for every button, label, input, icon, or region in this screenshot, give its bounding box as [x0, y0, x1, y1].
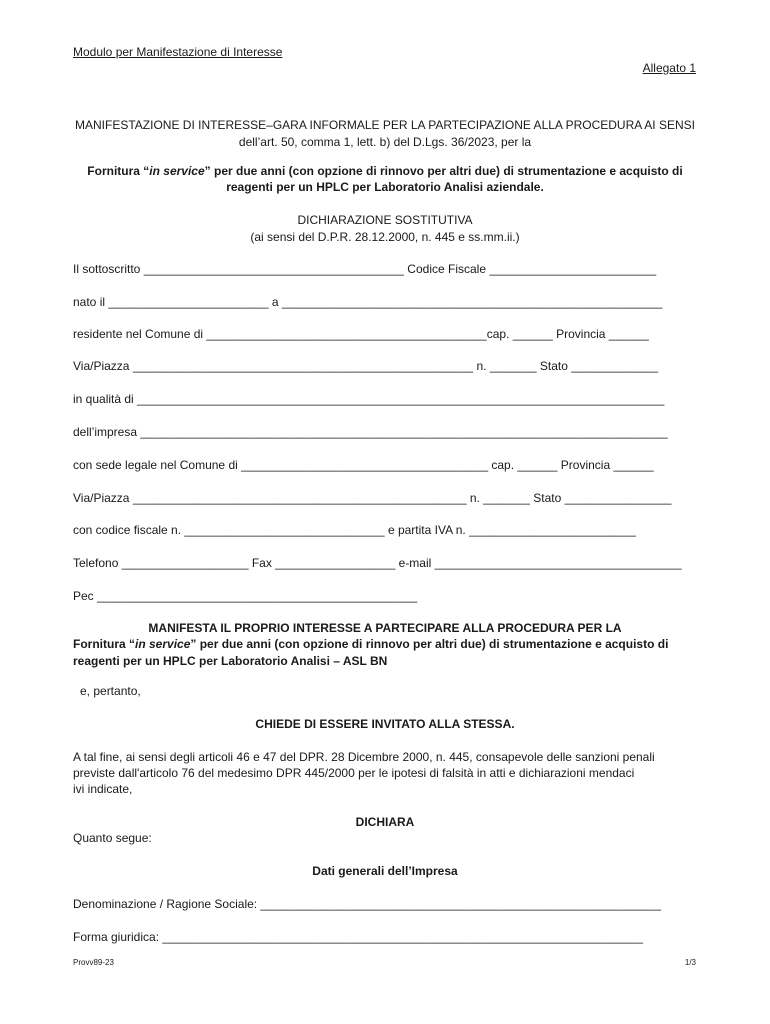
footer-page-number: 1/3: [684, 958, 696, 967]
paragraph-line-3: ivi indicate,: [73, 782, 133, 796]
dati-generali-heading: Dati generali dell’Impresa: [312, 864, 458, 878]
dichiara-heading: DICHIARA: [355, 815, 415, 829]
paragraph-line-2: previste dall'articolo 76 del medesimo DPR 445/2000 per le ipotesi di falsità in atti e dichiarazioni mendaci: [73, 766, 635, 780]
field-qualita[interactable]: in qualità di _______________________________________________________________________________: [73, 392, 665, 406]
quanto-segue: Quanto segue:: [73, 831, 152, 845]
field-pec[interactable]: Pec ________________________________________________: [73, 589, 418, 603]
manifesta-heading: MANIFESTA IL PROPRIO INTERESSE A PARTECIPARE ALLA PROCEDURA PER LA: [148, 621, 622, 635]
declaration-subheading: (ai sensi del D.P.R. 28.12.2000, n. 445 e ss.mm.ii.): [250, 230, 520, 244]
declaration-heading: DICHIARAZIONE SOSTITUTIVA: [297, 213, 473, 227]
chiede-heading: CHIEDE DI ESSERE INVITATO ALLA STESSA.: [255, 717, 515, 731]
field-nato[interactable]: nato il ________________________ a _________________________________________________________: [73, 295, 663, 309]
field-via-2[interactable]: Via/Piazza __________________________________________________ n. _______ Stato ________________: [73, 491, 672, 505]
manifesta-line-3: reagenti per un HPLC per Laboratorio Analisi – ASL BN: [73, 654, 388, 668]
title-line-2: dell’art. 50, comma 1, lett. b) del D.Lgs. 36/2023, per la: [238, 135, 532, 149]
field-forma-giuridica[interactable]: Forma giuridica: ________________________________________________________________________: [73, 930, 643, 944]
title-line-1: MANIFESTAZIONE DI INTERESSE–GARA INFORMALE PER LA PARTECIPAZIONE ALLA PROCEDURA AI SENSI: [75, 118, 695, 132]
pertanto-text: e, pertanto,: [80, 684, 141, 698]
supply-line-2: reagenti per un HPLC per Laboratorio Analisi aziendale.: [226, 180, 544, 194]
field-impresa[interactable]: dell’impresa _______________________________________________________________________________: [73, 425, 668, 439]
field-sottoscritto[interactable]: Il sottoscritto _______________________________________ Codice Fiscale _________________________: [73, 262, 657, 276]
manifesta-line-2: Fornitura “in service” per due anni (con opzione di rinnovo per altri due) di strumentazione e acquisto di: [73, 637, 669, 651]
supply-line-1: Fornitura “in service” per due anni (con opzione di rinnovo per altri due) di strumentazione e acquisto di: [87, 164, 683, 178]
paragraph-line-1: A tal fine, ai sensi degli articoli 46 e 47 del DPR. 28 Dicembre 2000, n. 445, consapevole delle sanzioni penali: [73, 750, 655, 764]
field-via-1[interactable]: Via/Piazza ___________________________________________________ n. _______ Stato _____________: [73, 359, 659, 373]
field-residenza[interactable]: residente nel Comune di __________________________________________cap. ______ Provincia ______: [73, 327, 649, 341]
field-sede-legale[interactable]: con sede legale nel Comune di _____________________________________ cap. ______ Provincia ______: [73, 458, 654, 472]
header-left: Modulo per Manifestazione di Interesse: [73, 45, 283, 59]
footer-left: Provv89-23: [73, 958, 114, 967]
field-telefono[interactable]: Telefono ___________________ Fax __________________ e-mail _____________________________________: [73, 556, 682, 570]
field-codice-fiscale[interactable]: con codice fiscale n. ______________________________ e partita IVA n. _________________________: [73, 523, 636, 537]
header-right: Allegato 1: [642, 61, 696, 75]
field-denominazione[interactable]: Denominazione / Ragione Sociale: ____________________________________________________________: [73, 897, 661, 911]
